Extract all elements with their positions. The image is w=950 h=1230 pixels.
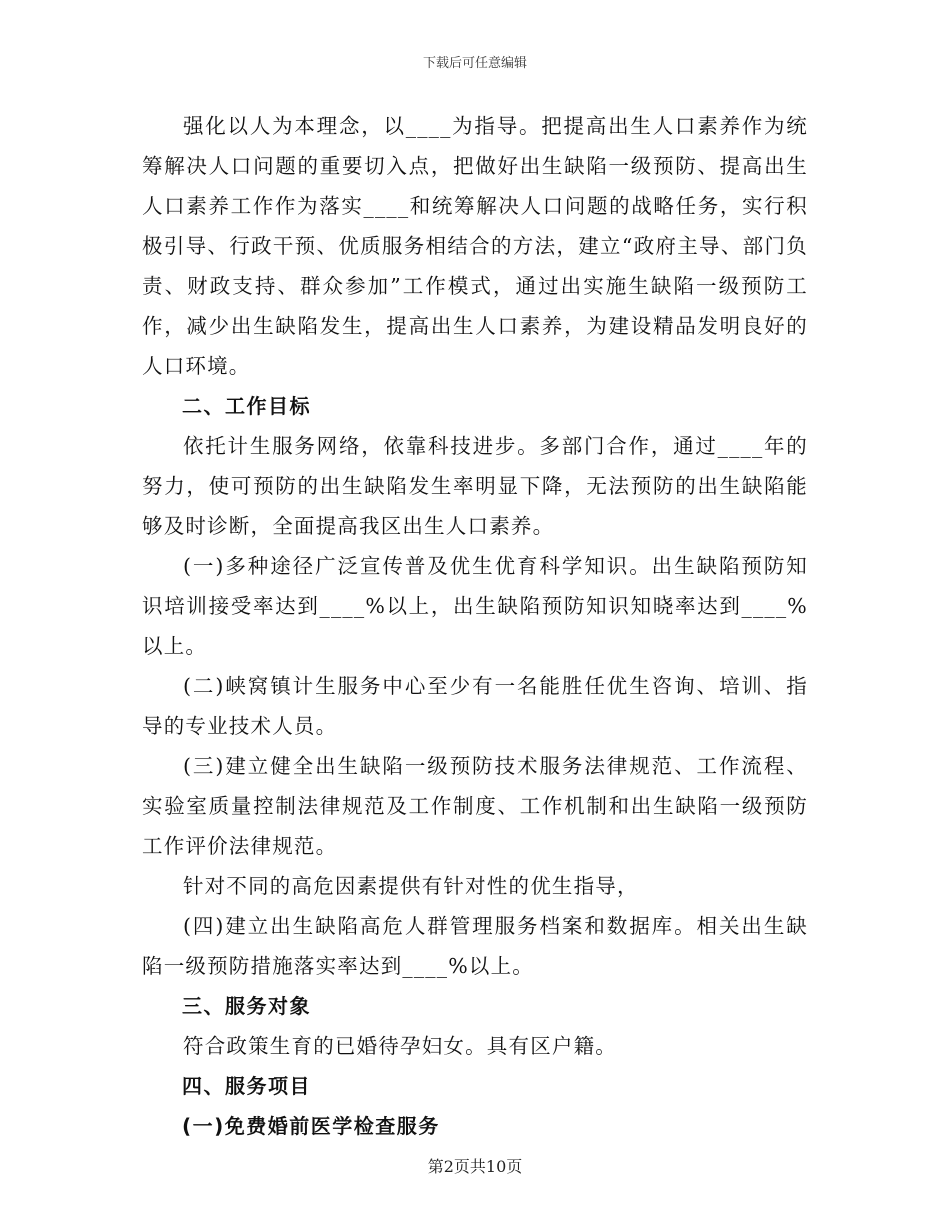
- paragraph-targets: 符合政策生育的已婚待孕妇女。具有区户籍。: [183, 1034, 617, 1058]
- subheading-premarital-check: (一)免费婚前医学检查服务: [182, 1114, 440, 1138]
- list-item-3: (三)建立健全出生缺陷一级预防技术服务法律规范、工作流程、实验室质量控制法律规范及工作制度、工作机制和出生缺陷一级预防工作评价法律规范。: [142, 754, 808, 858]
- heading-work-goals: 二、工作目标: [182, 394, 311, 418]
- heading-service-items: 四、服务项目: [182, 1074, 311, 1098]
- heading-service-targets: 三、服务对象: [182, 994, 311, 1018]
- paragraph-goals: 依托计生服务网络，依靠科技进步。多部门合作，通过____年的努力，使可预防的出生缺陷发生率明显下降，无法预防的出生缺陷能够及时诊断，全面提高我区出生人口素养。: [142, 434, 808, 538]
- paragraph-philosophy: 强化以人为本理念，以____为指导。把提高出生人口素养作为统筹解决人口问题的重要切入点，把做好出生缺陷一级预防、提高出生人口素养工作作为落实____和统筹解决人口问题的战略任务，实行积极引导、行政干预、优质服务相结合的方法，建立“政府主导、部门负责、财政支持、群众参加”工作模式，通过出实施生缺陷一级预防工作，减少出生缺陷发生，提高出生人口素养，为建设精品发明良好的人口环境。: [142, 114, 808, 378]
- page-header-note: 下载后可任意编辑: [422, 56, 527, 71]
- list-item-4: (四)建立出生缺陷高危人群管理服务档案和数据库。相关出生缺陷一级预防措施落实率达到____%以上。: [142, 914, 808, 978]
- list-item-2: (二)峡窝镇计生服务中心至少有一名能胜任优生咨询、培训、指导的专业技术人员。: [142, 674, 808, 738]
- list-item-1: (一)多种途径广泛宣传普及优生优育科学知识。出生缺陷预防知识培训接受率达到____%以上，出生缺陷预防知识知晓率达到____%以上。: [142, 554, 808, 658]
- page-number: 第2页共10页: [427, 1157, 523, 1176]
- document-body: [142, 106, 808, 1146]
- paragraph-guidance: 针对不同的高危因素提供有针对性的优生指导，: [183, 874, 639, 898]
